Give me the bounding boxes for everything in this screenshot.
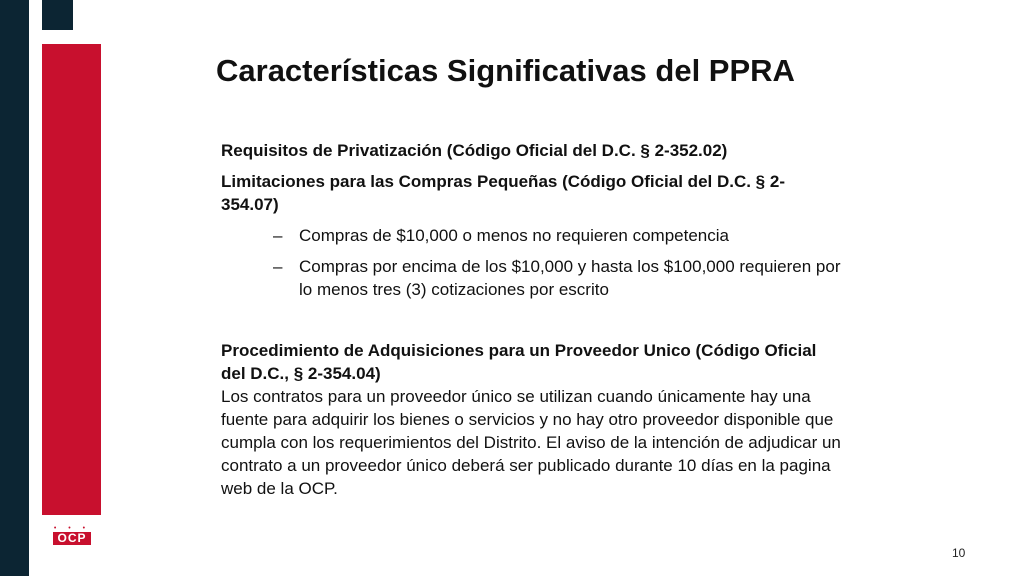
bullet-item	[221, 224, 841, 247]
sole-source-paragraph: Los contratos para un proveedor único se utilizan cuando únicamente hay una fuente para adquirir los bienes o servicios y no hay otro proveedor disponible que cumpla con los requerimientos del Distrito. El aviso de la intención de adjudicar un contrato a un proveedor único deberá ser publicado durante 10 días en la pagina web de la OCP.	[221, 387, 841, 498]
heading-privatization: Requisitos de Privatización (Código Oficial del D.C. § 2-352.02)	[221, 141, 728, 160]
logo-text: OCP	[53, 532, 90, 545]
heading-sole-source: Procedimiento de Adquisiciones para un Proveedor Unico (Código Oficial del D.C., § 2-354.04)	[221, 341, 817, 383]
slide-content	[221, 139, 841, 500]
bullet-text: Compras de $10,000 o menos no requieren competencia	[299, 226, 729, 245]
ocp-logo	[44, 524, 100, 546]
bullet-item	[221, 255, 841, 301]
bullet-text: Compras por encima de los $10,000 y hasta los $100,000 requieren por lo menos tres (3) cotizaciones por escrito	[299, 257, 841, 299]
logo-dots: • • •	[53, 524, 91, 532]
left-red-bar	[42, 44, 101, 515]
bullet-dash: –	[273, 226, 283, 245]
top-navy-block	[42, 0, 73, 30]
slide-title: Características Significativas del PPRA	[216, 53, 795, 88]
page-number: 10	[952, 546, 966, 560]
left-navy-bar	[0, 0, 29, 576]
bullet-dash: –	[273, 257, 283, 276]
heading-small-purchases: Limitaciones para las Compras Pequeñas (Código Oficial del D.C. § 2-354.07)	[221, 172, 785, 214]
spacer	[221, 309, 841, 339]
